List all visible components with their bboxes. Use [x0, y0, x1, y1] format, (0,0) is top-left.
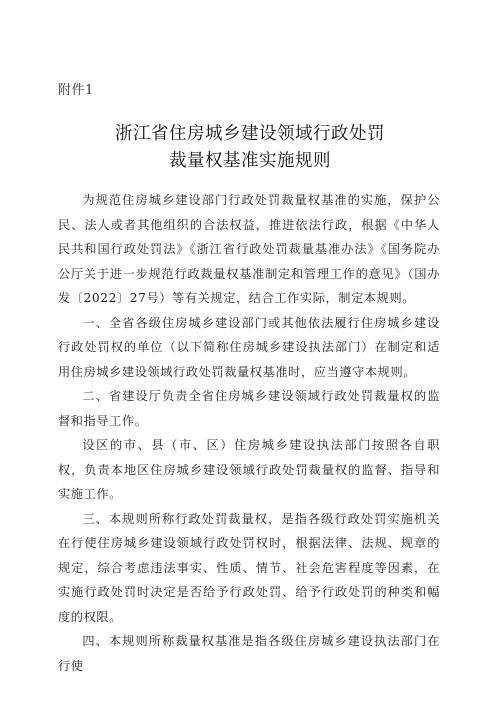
- document-title-line-2: 裁量权基准实施规则: [169, 151, 331, 171]
- paragraph-article-2-continued: 设区的市、县（市、区）住房城乡建设执法部门按照各自职权，负责本地区住房城乡建设领域行政处罚裁量权的监督、指导和实施工作。: [58, 438, 440, 501]
- paragraph-article-1: 一、全省各级住房城乡建设部门或其他依法履行住房城乡建设行政处罚权的单位（以下简称住房城乡建设执法部门）在制定和适用住房城乡建设领域行政处罚裁量权基准时，应当遵守本规则。: [58, 315, 440, 379]
- paragraph-article-2: 二、省建设厅负责全省住房城乡建设领域行政处罚裁量权的监督和指导工作。: [58, 389, 440, 428]
- attachment-label: 附件1: [58, 83, 94, 98]
- document-body: [58, 188, 440, 678]
- document-title-line-1: 浙江省住房城乡建设领域行政处罚: [115, 124, 385, 144]
- paragraph-article-3: 三、本规则所称行政处罚裁量权，是指各级行政处罚实施机关在行使住房城乡建设领域行政处罚权时，根据法律、法规、规章的规定，综合考虑违法事实、性质、情节、社会危害程度等因素，在实施行政处罚时决定是否给予行政处罚、给予行政处罚的种类和幅度的权限。: [58, 511, 440, 624]
- paragraph-article-4: 四、本规则所称裁量权基准是指各级住房城乡建设执法部门在行使: [58, 634, 440, 673]
- paragraph-preamble: 为规范住房城乡建设部门行政处罚裁量权基准的实施，保护公民、法人或者其他组织的合法权益，推进依法行政，根据《中华人民共和国行政处罚法》《浙江省行政处罚裁量基准办法》《国务院办公厅关于进一步规范行政裁量权基准制定和管理工作的意见》（国办发〔2022〕27号）等有关规定，结合工作实际，制定本规则。: [58, 193, 440, 305]
